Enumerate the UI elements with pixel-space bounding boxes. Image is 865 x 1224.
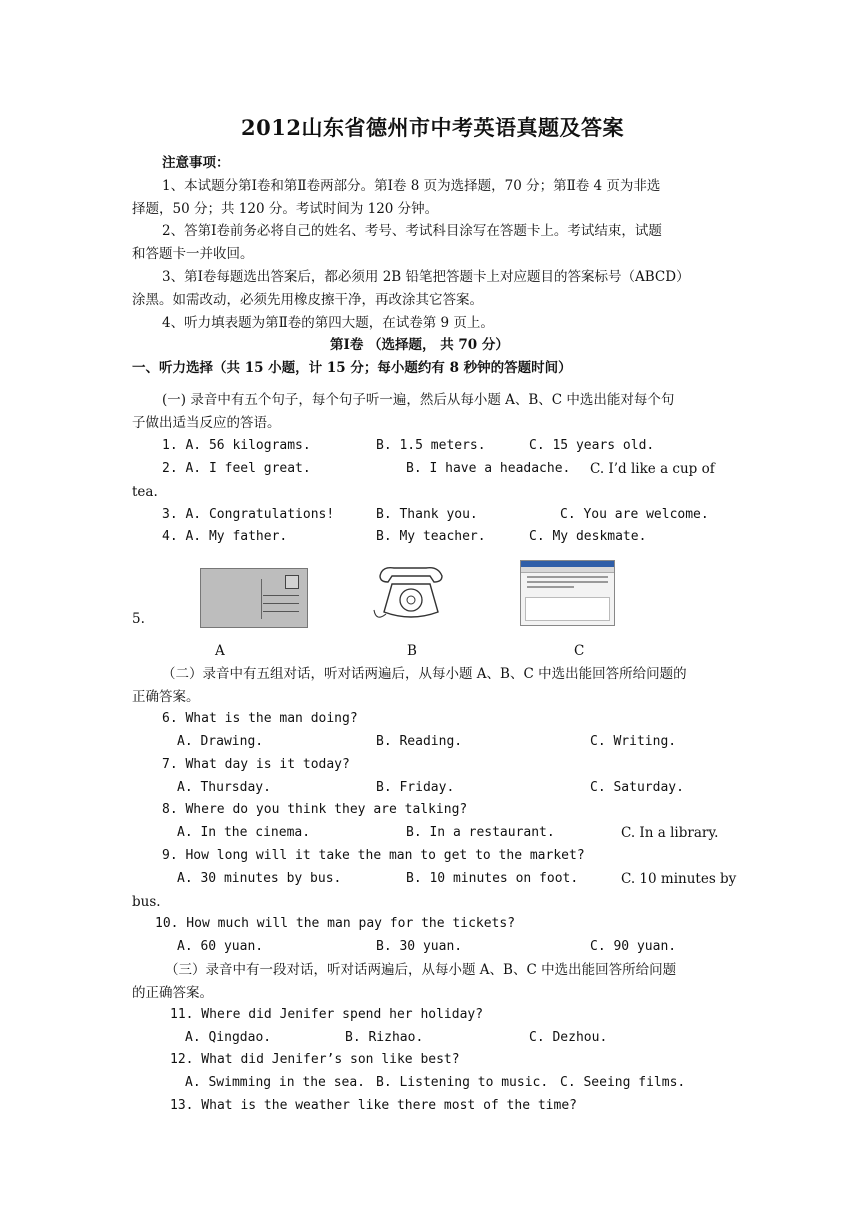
q10-option-b: B. 30 yuan.	[376, 939, 463, 954]
q12-question: 12. What did Jenifer’s son like best?	[170, 1052, 460, 1067]
address-line	[263, 611, 299, 612]
message-body	[525, 597, 610, 621]
q3-option-a: 3. A. Congratulations!	[162, 507, 335, 522]
q12-option-b: B. Listening to music.	[376, 1075, 549, 1090]
q9-question: 9. How long will it take the man to get to the market?	[162, 848, 585, 863]
q9-option-c: C. 10 minutes by	[621, 871, 737, 887]
q8-option-a: A. In the cinema.	[177, 825, 311, 840]
q7-option-c: C. Saturday.	[590, 780, 684, 795]
q4-option-b: B. My teacher.	[376, 529, 486, 544]
q6-question: 6. What is the man doing?	[162, 711, 358, 726]
note-2-line-1: 2、答第Ⅰ卷前务必将自己的姓名、考号、考试科目涂写在答题卡上。考试结束，试题	[162, 223, 662, 239]
q7-question: 7. What day is it today?	[162, 757, 350, 772]
note-4: 4、听力填表题为第Ⅱ卷的第四大题，在试卷第 9 页上。	[162, 315, 494, 331]
header-field	[527, 586, 574, 588]
q11-option-b: B. Rizhao.	[345, 1030, 424, 1045]
postcard-image	[200, 568, 308, 628]
part-2-instruction-line-2: 正确答案。	[132, 689, 200, 705]
q12-option-c: C. Seeing films.	[560, 1075, 686, 1090]
notes-heading: 注意事项：	[162, 155, 230, 171]
address-line	[263, 603, 299, 604]
q9-option-a: A. 30 minutes by bus.	[177, 871, 342, 886]
note-3-line-1: 3、第Ⅰ卷每题选出答案后，都必须用 2B 铅笔把答题卡上对应题目的答案标号（ABCD）	[162, 269, 690, 285]
q3-option-c: C. You are welcome.	[560, 507, 709, 522]
q12-option-a: A. Swimming in the sea.	[185, 1075, 366, 1090]
q5-label-a: A	[215, 643, 225, 659]
q11-option-c: C. Dezhou.	[529, 1030, 608, 1045]
q8-option-c: C. In a library.	[621, 825, 719, 841]
q4-option-c: C. My deskmate.	[529, 529, 647, 544]
note-2-line-2: 和答题卡一并收回。	[132, 246, 254, 262]
q11-question: 11. Where did Jenifer spend her holiday?	[170, 1007, 484, 1022]
note-1-line-2: 择题，50 分；共 120 分。考试时间为 120 分钟。	[132, 201, 439, 217]
q1-option-c: C. 15 years old.	[529, 438, 655, 453]
window-toolbar	[521, 567, 614, 573]
telephone-image	[372, 562, 450, 626]
header-field	[527, 576, 608, 578]
q2-option-b: B. I have a headache.	[406, 461, 571, 476]
q3-option-b: B. Thank you.	[376, 507, 478, 522]
q13-question: 13. What is the weather like there most of the time?	[170, 1098, 577, 1113]
q10-option-c: C. 90 yuan.	[590, 939, 677, 954]
page-title: 2012山东省德州市中考英语真题及答案	[241, 115, 624, 140]
email-window-image	[520, 560, 615, 626]
q2-option-a: 2. A. I feel great.	[162, 461, 311, 476]
part-3-instruction-line-2: 的正确答案。	[132, 985, 213, 1001]
part-1-instruction-line-1: (一) 录音中有五个句子，每个句子听一遍，然后从每小题 A、B、C 中选出能对每个句	[162, 392, 675, 408]
q5-label-b: B	[407, 643, 417, 659]
q5-label-c: C	[574, 643, 585, 659]
q8-option-b: B. In a restaurant.	[406, 825, 555, 840]
q11-option-a: A. Qingdao.	[185, 1030, 272, 1045]
part-3-instruction-line-1: （三）录音中有一段对话，听对话两遍后，从每小题 A、B、C 中选出能回答所给问题	[165, 962, 677, 978]
q1-option-a: 1. A. 56 kilograms.	[162, 438, 311, 453]
q8-question: 8. Where do you think they are talking?	[162, 802, 468, 817]
q6-option-a: A. Drawing.	[177, 734, 264, 749]
q10-question: 10. How much will the man pay for the tickets?	[155, 916, 516, 931]
header-field	[527, 581, 608, 583]
address-line	[263, 595, 299, 596]
note-1-line-1: 1、本试题分第Ⅰ卷和第Ⅱ卷两部分。第Ⅰ卷 8 页为选择题，70 分；第Ⅱ卷 4 页为非选	[162, 178, 661, 194]
q10-option-a: A. 60 yuan.	[177, 939, 264, 954]
q6-option-c: C. Writing.	[590, 734, 677, 749]
volume-title: 第Ⅰ卷 （选择题， 共 70 分）	[330, 337, 509, 353]
q1-option-b: B. 1.5 meters.	[376, 438, 486, 453]
part-2-instruction-line-1: （二）录音中有五组对话，听对话两遍后，从每小题 A、B、C 中选出能回答所给问题的	[162, 666, 687, 682]
q9-option-c-continued: bus.	[132, 894, 161, 910]
stamp-box	[285, 575, 299, 589]
section-1-title: 一、听力选择（共 15 小题，计 15 分；每小题约有 8 秒钟的答题时间）	[132, 360, 572, 376]
note-3-line-2: 涂黑。如需改动，必须先用橡皮擦干净，再改涂其它答案。	[132, 292, 483, 308]
q4-option-a: 4. A. My father.	[162, 529, 288, 544]
q7-option-b: B. Friday.	[376, 780, 455, 795]
part-1-instruction-line-2: 子做出适当反应的答语。	[132, 415, 281, 431]
q5-number: 5.	[132, 611, 145, 627]
postcard-divider	[261, 579, 262, 619]
q6-option-b: B. Reading.	[376, 734, 463, 749]
q2-option-c-continued: tea.	[132, 484, 158, 500]
q7-option-a: A. Thursday.	[177, 780, 271, 795]
q2-option-c: C. I’d like a cup of	[590, 461, 715, 477]
q9-option-b: B. 10 minutes on foot.	[406, 871, 579, 886]
